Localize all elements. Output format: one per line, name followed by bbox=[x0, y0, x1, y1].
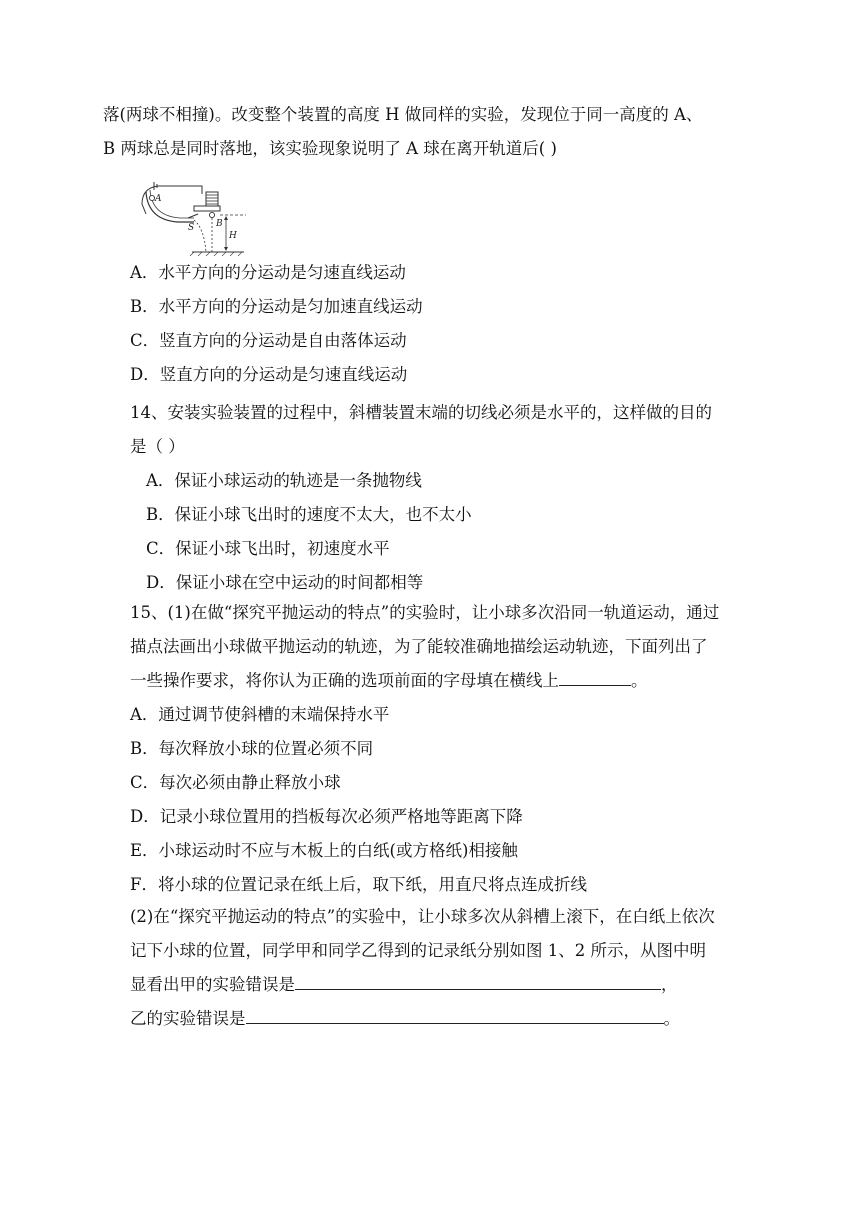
q15-p2-line-4-end: 。 bbox=[663, 1009, 680, 1028]
q15-p2-line-4-text: 乙的实验错误是 bbox=[130, 1009, 246, 1028]
q15-p2-line-2: 记下小球的位置，同学甲和同学乙得到的记录纸分别如图 1、2 所示，从图中明 bbox=[130, 941, 706, 960]
falling-balls-apparatus-figure bbox=[132, 180, 248, 256]
figure-label-h: H bbox=[229, 231, 237, 241]
q14-option-a: A．保证小球运动的轨迹是一条抛物线 bbox=[146, 471, 422, 490]
q13-option-d: D．竖直方向的分运动是匀速直线运动 bbox=[130, 365, 408, 384]
q15-p2-line-3-end: ， bbox=[661, 975, 678, 994]
q15-p1-line-3 bbox=[130, 670, 648, 692]
q13-option-a: A．水平方向的分运动是匀速直线运动 bbox=[130, 263, 406, 282]
q15-option-f: F．将小球的位置记录在纸上后，取下纸，用直尺将点连成折线 bbox=[130, 875, 587, 894]
q15-option-b: B．每次释放小球的位置必须不同 bbox=[130, 739, 374, 758]
q14-option-b: B．保证小球飞出时的速度不太大，也不太小 bbox=[146, 505, 472, 524]
q15-p2-line-3 bbox=[130, 974, 678, 996]
figure-label-a: A bbox=[155, 194, 162, 204]
q15-p1-line-2: 描点法画出小球做平抛运动的轨迹，为了能较准确地描绘运动轨迹，下面列出了 bbox=[130, 637, 708, 656]
q15-option-a: A．通过调节使斜槽的末端保持水平 bbox=[130, 705, 390, 724]
answer-blank-jia[interactable] bbox=[295, 975, 661, 990]
q15-option-d: D．记录小球位置用的挡板每次必须严格地等距离下降 bbox=[130, 807, 523, 826]
answer-blank[interactable] bbox=[559, 671, 631, 686]
q15-p1-line-1: 15、(1)在做“探究平抛运动的特点”的实验时，让小球多次沿同一轨道运动，通过 bbox=[130, 603, 720, 622]
q15-p2-line-1: (2)在“探究平抛运动的特点”的实验中，让小球多次从斜槽上滚下，在白纸上依次 bbox=[130, 907, 715, 926]
q14-option-d: D．保证小球在空中运动的时间都相等 bbox=[146, 573, 424, 592]
figure-label-b: B bbox=[216, 219, 223, 229]
q15-option-e: E．小球运动时不应与木板上的白纸(或方格纸)相接触 bbox=[130, 841, 518, 860]
q15-p2-line-3-text: 显看出甲的实验错误是 bbox=[130, 975, 295, 994]
q15-option-c: C．每次必须由静止释放小球 bbox=[130, 773, 341, 792]
q14-option-c: C．保证小球飞出时，初速度水平 bbox=[146, 539, 390, 558]
q13-stem-line-1: 落(两球不相撞)。改变整个装置的高度 H 做同样的实验，发现位于同一高度的 A、 bbox=[103, 105, 703, 124]
q14-stem-line-1: 14、安装实验装置的过程中，斜槽装置末端的切线必须是水平的，这样做的目的 bbox=[130, 403, 712, 422]
q13-option-c: C．竖直方向的分运动是自由落体运动 bbox=[130, 331, 407, 350]
answer-blank-yi[interactable] bbox=[246, 1009, 664, 1024]
q15-p1-line-3-text: 一些操作要求，将你认为正确的选项前面的字母填在横线上 bbox=[130, 671, 559, 690]
q15-p2-line-4 bbox=[130, 1008, 680, 1030]
q15-p1-line-3-end: 。 bbox=[631, 671, 648, 690]
q13-stem-line-2: B 两球总是同时落地，该实验现象说明了 A 球在离开轨道后( ) bbox=[103, 139, 557, 158]
figure-label-s: S bbox=[188, 223, 195, 233]
q13-option-b: B．水平方向的分运动是匀加速直线运动 bbox=[130, 297, 423, 316]
q14-stem-line-2: 是（ ） bbox=[130, 437, 185, 456]
